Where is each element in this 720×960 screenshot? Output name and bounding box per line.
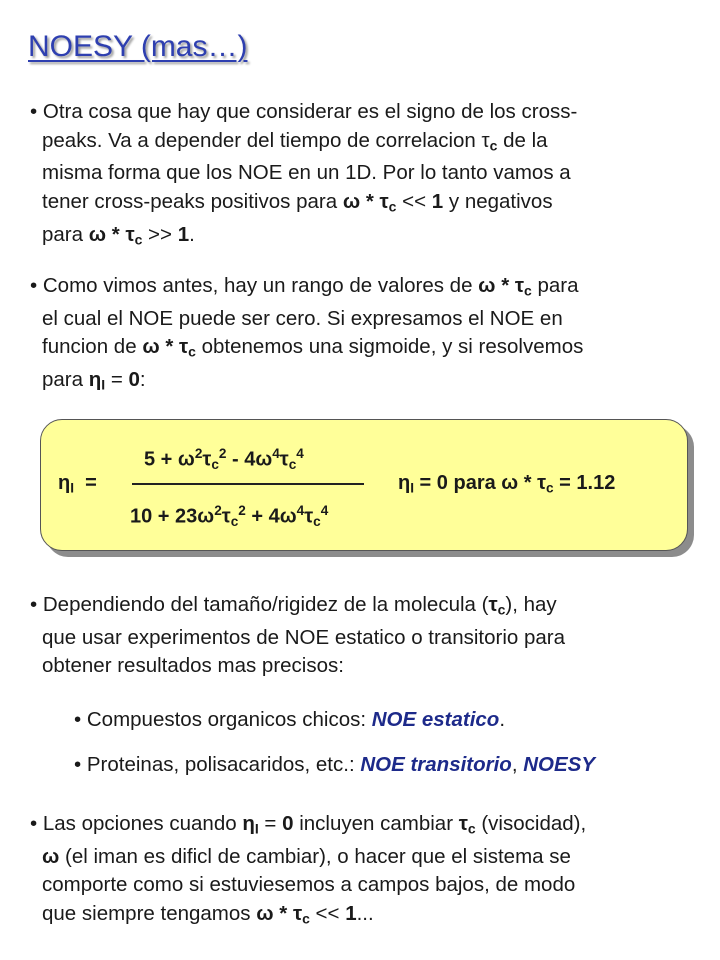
p1-line-4: [30, 188, 710, 221]
p1-line-2: [30, 127, 710, 160]
text-fragment: para: [42, 368, 89, 392]
text-fragment: NOESY: [523, 753, 596, 776]
text-fragment: para: [531, 274, 579, 297]
text-fragment: funcion de: [42, 335, 143, 359]
text-fragment: c: [288, 456, 297, 472]
text-fragment: misma forma que los NOE en un 1D. Por lo tanto vamos a: [42, 161, 571, 185]
text-fragment: 4: [320, 503, 329, 518]
text-fragment: = 1.12: [553, 472, 616, 494]
text-fragment: 4: [296, 446, 304, 461]
text-fragment: =: [258, 812, 283, 835]
text-fragment: 1: [431, 189, 444, 213]
text-fragment: I: [101, 376, 106, 393]
text-fragment: - 4ω: [226, 448, 273, 471]
text-fragment: ω: [478, 274, 496, 297]
text-fragment: I: [70, 480, 74, 496]
text-fragment: ω: [256, 901, 274, 925]
text-fragment: • Proteinas, polisacaridos, etc.:: [74, 753, 361, 776]
text-fragment: 0: [282, 812, 294, 835]
text-fragment: comporte como si estuviesemos a campos bajos, de modo: [42, 873, 576, 897]
text-fragment: (el iman es dificl de cambiar), o hacer que el sistema se: [59, 844, 571, 868]
text-fragment: τ: [304, 505, 314, 528]
text-fragment: • Como vimos antes, hay un rango de valores de: [30, 274, 479, 297]
text-fragment: • Dependiendo del tamaño/rigidez de la molecula (: [30, 593, 489, 616]
text-fragment: incluyen cambiar: [293, 812, 459, 835]
text-fragment: 1: [345, 901, 357, 925]
text-fragment: ), hay: [505, 593, 557, 616]
formula-denominator: [130, 503, 328, 529]
p4-line-1: [30, 810, 710, 843]
text-fragment: 5 + ω: [144, 448, 195, 471]
paragraph-range-of-values: [30, 272, 710, 399]
p2-line-4: [30, 366, 710, 399]
formula-numerator: [144, 446, 304, 472]
bullet-small-organics: [74, 706, 714, 734]
text-fragment: τ: [537, 472, 547, 494]
text-fragment: c: [489, 136, 498, 153]
text-fragment: c: [134, 231, 143, 248]
text-fragment: NOE transitorio: [360, 753, 512, 776]
text-fragment: c: [467, 820, 476, 837]
text-fragment: ω: [88, 222, 107, 246]
text-fragment: τ: [379, 189, 389, 213]
text-fragment: • Otra cosa que hay que considerar es el signo de los cross-: [30, 100, 578, 123]
p2-line-1: [30, 272, 710, 305]
text-fragment: 2: [214, 503, 222, 518]
text-fragment: para: [42, 222, 89, 246]
text-fragment: el cual el NOE puede ser cero. Si expresamos el NOE en: [42, 306, 563, 330]
text-fragment: c: [230, 513, 239, 529]
text-fragment: I: [410, 480, 414, 496]
text-fragment: <<: [396, 189, 432, 213]
p1-line-1: [30, 98, 710, 127]
text-fragment: =: [85, 472, 97, 494]
p3-line-2: [30, 624, 710, 653]
text-fragment: τ: [481, 128, 490, 152]
text-fragment: =: [105, 368, 129, 392]
text-fragment: *: [273, 901, 293, 925]
text-fragment: τ: [279, 448, 289, 471]
text-fragment: • Compuestos organicos chicos:: [74, 708, 372, 731]
text-fragment: τ: [202, 448, 212, 471]
text-fragment: τ: [458, 812, 468, 835]
text-fragment: >>: [142, 222, 178, 246]
paragraph-options: [30, 810, 710, 933]
text-fragment: c: [388, 198, 397, 215]
text-fragment: ω: [501, 472, 519, 494]
text-fragment: η: [398, 472, 411, 494]
text-fragment: ω: [42, 844, 60, 868]
formula-rhs: [398, 472, 615, 495]
text-fragment: obtener resultados mas precisos:: [42, 654, 344, 678]
text-fragment: .: [499, 708, 506, 731]
text-fragment: NOE estatico: [371, 708, 500, 731]
text-fragment: τ: [179, 335, 189, 359]
text-fragment: c: [313, 513, 321, 529]
text-fragment: que siempre tengamos: [42, 901, 257, 925]
text-fragment: η: [242, 812, 255, 835]
text-fragment: τ: [292, 901, 303, 925]
bullet-proteins: [74, 751, 714, 779]
text-fragment: η: [58, 472, 71, 494]
text-fragment: I: [254, 820, 259, 837]
text-fragment: ω: [142, 335, 160, 359]
text-fragment: c: [211, 456, 219, 472]
p3-line-3: [30, 652, 710, 681]
text-fragment: *: [495, 274, 515, 297]
text-fragment: τ: [125, 222, 135, 246]
text-fragment: 2: [218, 446, 227, 461]
text-fragment: = 0 para: [414, 472, 502, 494]
text-fragment: <<: [309, 901, 346, 925]
text-fragment: 2: [194, 446, 203, 461]
text-fragment: c: [302, 910, 310, 927]
text-fragment: *: [106, 222, 126, 246]
text-fragment: c: [524, 282, 532, 299]
text-fragment: de la: [497, 128, 548, 152]
text-fragment: 4: [296, 503, 305, 518]
text-fragment: *: [360, 189, 380, 213]
text-fragment: + 4ω: [245, 505, 297, 528]
text-fragment: obtenemos una sigmoide, y si resolvemos: [195, 335, 584, 359]
text-fragment: • Las opciones cuando: [30, 812, 243, 835]
paragraph-molecule-size: [30, 591, 710, 681]
text-fragment: 10 + 23ω: [130, 505, 215, 528]
text-fragment: 0: [128, 368, 140, 392]
text-fragment: *: [518, 472, 538, 494]
text-fragment: :: [139, 368, 146, 392]
p3-line-1: [30, 591, 710, 624]
text-fragment: 1: [177, 222, 190, 246]
p4-line-3: [30, 871, 710, 900]
text-fragment: 4: [272, 446, 280, 461]
paragraph-sign-of-cross-peaks: [30, 98, 710, 254]
text-fragment: η: [88, 368, 102, 392]
text-fragment: 2: [238, 503, 246, 518]
text-fragment: τ: [514, 274, 525, 297]
text-fragment: *: [159, 335, 180, 359]
fraction-bar: [132, 483, 364, 485]
text-fragment: ...: [356, 901, 374, 925]
text-fragment: .: [189, 222, 195, 246]
p2-line-2: [30, 305, 710, 334]
text-fragment: peaks. Va a depender del tiempo de correlacion: [42, 128, 482, 152]
text-fragment: que usar experimentos de NOE estatico o transitorio para: [42, 625, 566, 649]
p1-line-3: [30, 159, 710, 188]
p4-line-4: [30, 900, 710, 933]
text-fragment: ,: [511, 753, 524, 776]
text-fragment: y negativos: [443, 189, 553, 213]
p2-line-3: [30, 333, 710, 366]
p4-line-2: [30, 843, 710, 872]
text-fragment: tener cross-peaks positivos para: [42, 189, 343, 213]
text-fragment: (visocidad),: [475, 812, 587, 835]
p1-line-5: [30, 221, 710, 254]
text-fragment: c: [497, 601, 506, 618]
page-title: NOESY (mas…): [28, 30, 248, 63]
text-fragment: ω: [342, 189, 361, 213]
text-fragment: τ: [488, 593, 498, 616]
text-fragment: τ: [221, 505, 231, 528]
text-fragment: c: [546, 480, 554, 496]
text-fragment: c: [188, 343, 196, 360]
formula-lhs: [58, 472, 97, 495]
